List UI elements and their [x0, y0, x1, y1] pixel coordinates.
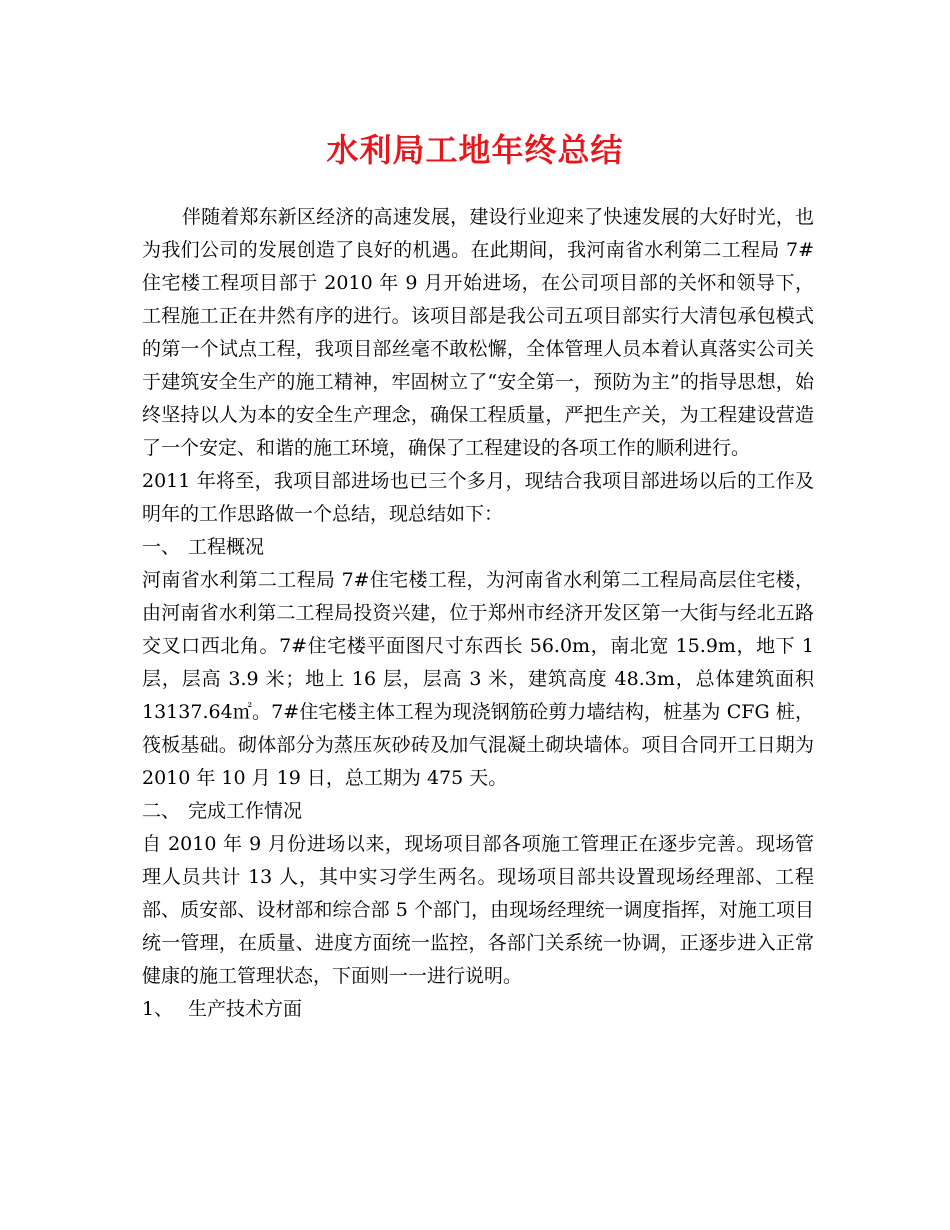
transition-paragraph: 2011 年将至，我项目部进场也已三个多月，现结合我项目部进场以后的工作及明年的工作思路做一个总结，现总结如下：: [142, 470, 814, 525]
subsection-number: 1、: [142, 998, 174, 1020]
document-title: 水利局工地年终总结: [326, 131, 624, 169]
section-number: 一、: [142, 536, 181, 558]
section-heading-completed-work: [142, 795, 814, 828]
subsection-heading-production: [142, 993, 814, 1026]
document-body: [142, 201, 814, 1026]
section-number: 二、: [142, 800, 181, 822]
section-heading-text: 完成工作情况: [188, 800, 303, 822]
section-heading-overview: [142, 531, 814, 564]
overview-paragraph: 河南省水利第二工程局 7#住宅楼工程，为河南省水利第二工程局高层住宅楼，由河南省水利第二工程局投资兴建，位于郑州市经济开发区第一大街与经北五路交叉口西北角。7#住宅楼平面图尺寸东西长 56.0m，南北宽 15.9m，地下 1 层，层高 3.9 米；地上 16 层，层高 3 米，建筑高度 48.3m，总体建筑面积 13137.64㎡。7#住宅楼主体工程为现浇钢筋砼剪力墙结构，桩基为 CFG 桩，筏板基础。砌体部分为蒸压灰砂砖及加气混凝土砌块墙体。项目合同开工日期为 2010 年 10 月 19 日，总工期为 475 天。: [142, 569, 814, 789]
completed-work-paragraph: 自 2010 年 9 月份进场以来，现场项目部各项施工管理正在逐步完善。现场管理人员共计 13 人，其中实习学生两名。现场项目部共设置现场经理部、工程部、质安部、设材部和综合部 5 个部门，由现场经理统一调度指挥，对施工项目统一管理，在质量、进度方面统一监控，各部门关系统一协调，正逐步进入正常健康的施工管理状态，下面则一一进行说明。: [142, 833, 814, 987]
intro-paragraph: 伴随着郑东新区经济的高速发展，建设行业迎来了快速发展的大好时光，也为我们公司的发展创造了良好的机遇。在此期间，我河南省水利第二工程局 7#住宅楼工程项目部于 2010 年 9 月开始进场，在公司项目部的关怀和领导下，工程施工正在井然有序的进行。该项目部是我公司五项目部实行大清包承包模式的第一个试点工程，我项目部丝毫不敢松懈，全体管理人员本着认真落实公司关于建筑安全生产的施工精神，牢固树立了“安全第一，预防为主”的指导思想，始终坚持以人为本的安全生产理念，确保工程质量，严把生产关，为工程建设营造了一个安定、和谐的施工环境，确保了工程建设的各项工作的顺利进行。: [142, 206, 814, 459]
subsection-heading-text: 生产技术方面: [188, 998, 303, 1020]
section-heading-text: 工程概况: [188, 536, 265, 558]
